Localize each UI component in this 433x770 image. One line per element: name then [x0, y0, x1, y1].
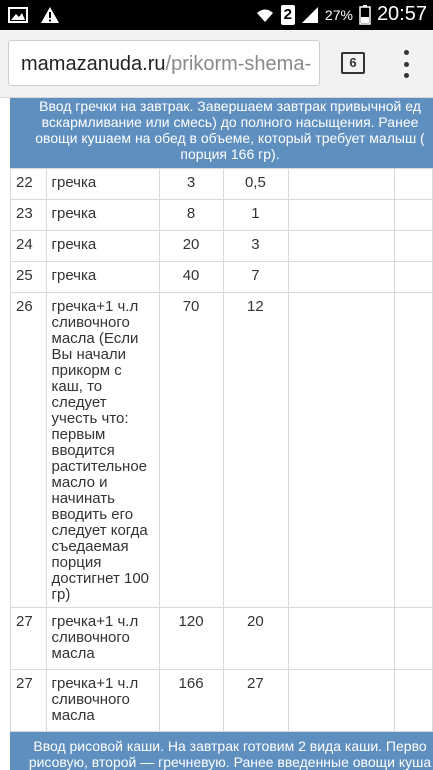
empty-cell	[288, 262, 394, 293]
page-content	[0, 98, 433, 770]
address-bar[interactable]	[8, 40, 320, 86]
section-header-buckwheat	[10, 98, 433, 168]
url-domain: mamazanuda.ru	[21, 53, 166, 75]
day-cell: 22	[11, 169, 47, 200]
url-path: /prikorm-shema-	[165, 53, 312, 75]
product-cell: гречка+1 ч.л сливочного масла	[46, 608, 160, 670]
battery-icon	[359, 5, 371, 25]
spoons-cell: 7	[224, 262, 289, 293]
grams-cell: 120	[160, 608, 224, 670]
empty-cell	[394, 262, 432, 293]
section-header-line: порция 166 гр).	[180, 146, 280, 162]
table-row	[11, 231, 433, 262]
table-row	[11, 670, 433, 732]
product-cell: гречка	[46, 200, 160, 231]
clock: 20:57	[376, 3, 427, 25]
empty-cell	[288, 293, 394, 608]
day-cell: 26	[11, 293, 47, 608]
wifi-icon	[255, 6, 275, 24]
empty-cell	[394, 200, 432, 231]
status-bar	[0, 0, 433, 30]
table-row	[11, 293, 433, 608]
spoons-cell: 12	[224, 293, 289, 608]
product-cell: гречка	[46, 262, 160, 293]
section-header-rice	[10, 732, 433, 770]
table-row	[11, 169, 433, 200]
grams-cell: 20	[160, 231, 224, 262]
empty-cell	[288, 231, 394, 262]
section-header-line: вскармливание или смесь) до полного насыщения. Ранее	[41, 114, 419, 130]
grams-cell: 40	[160, 262, 224, 293]
day-cell: 25	[11, 262, 47, 293]
empty-cell	[394, 293, 432, 608]
grams-cell: 3	[160, 169, 224, 200]
image-notification-icon	[8, 7, 28, 23]
day-cell: 24	[11, 231, 47, 262]
grams-cell: 8	[160, 200, 224, 231]
grams-cell: 166	[160, 670, 224, 732]
table-row	[11, 608, 433, 670]
spoons-cell: 3	[224, 231, 289, 262]
signal-icon	[301, 6, 319, 24]
product-cell: гречка	[46, 231, 160, 262]
tab-switcher-button[interactable]: 6	[341, 52, 365, 74]
battery-percent: 27%	[324, 6, 353, 23]
table-row	[11, 200, 433, 231]
product-cell: гречка+1 ч.л сливочного масла (Если Вы начали прикорм с каш, то следует учесть что: первым вводится растительное масло и начинать вводить его следует когда съедаемая порция достигнет 100 гр)	[46, 293, 160, 608]
empty-cell	[288, 670, 394, 732]
product-cell: гречка+1 ч.л сливочного масла	[46, 670, 160, 732]
table-row	[11, 262, 433, 293]
spoons-cell: 27	[224, 670, 289, 732]
spoons-cell: 1	[224, 200, 289, 231]
empty-cell	[288, 169, 394, 200]
notification-count-badge: 2	[281, 5, 295, 25]
browser-toolbar	[0, 30, 433, 98]
feeding-schedule-table	[10, 168, 433, 732]
empty-cell	[394, 608, 432, 670]
day-cell: 27	[11, 608, 47, 670]
spoons-cell: 0,5	[224, 169, 289, 200]
product-cell: гречка	[46, 169, 160, 200]
section-header-line: овощи кушаем на обед в объеме, который требует малыш (	[35, 130, 425, 146]
empty-cell	[394, 231, 432, 262]
grams-cell: 70	[160, 293, 224, 608]
empty-cell	[288, 200, 394, 231]
day-cell: 27	[11, 670, 47, 732]
spoons-cell: 20	[224, 608, 289, 670]
day-cell: 23	[11, 200, 47, 231]
section-header-line: рисовую, второй — гречневую. Ранее введенные овощи куша	[28, 754, 432, 770]
warning-icon	[40, 6, 60, 24]
empty-cell	[394, 169, 432, 200]
section-header-line: Ввод гречки на завтрак. Завершаем завтрак привычной ед	[39, 98, 421, 114]
empty-cell	[288, 608, 394, 670]
section-header-line: Ввод рисовой каши. На завтрак готовим 2 вида каши. Перво	[33, 738, 427, 754]
empty-cell	[394, 670, 432, 732]
overflow-menu-icon[interactable]	[398, 50, 414, 78]
